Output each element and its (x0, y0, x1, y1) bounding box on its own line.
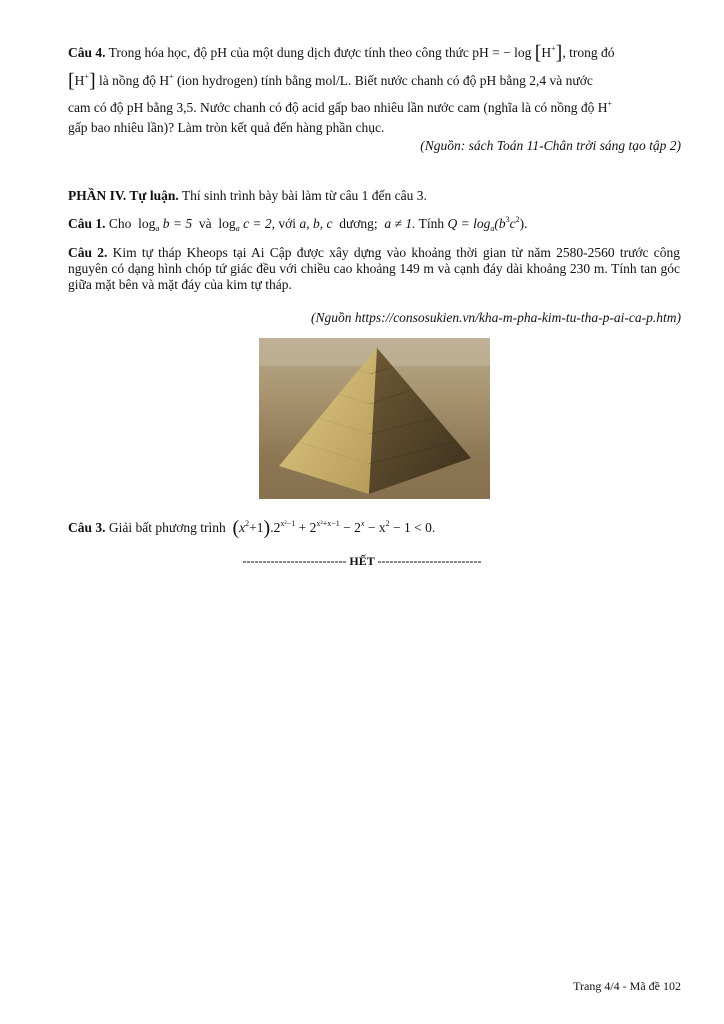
c1-line: Câu 1. Cho $\log_a b = 5$ và $\log_a c = 2$, với a, b, c dương; a ≠ 1. Tính $Q = \log_a(b^3c^2)$. (68, 215, 528, 233)
c3-line: Câu 3. Giải bất phương trình $(x^2+1).2^{x^2-1} + 2^{x^2+x-1} - 2^x - x^2 - 1 < 0$. (68, 517, 436, 539)
q4-line-1: Câu 4. Trong hóa học, độ pH của một dung dịch được tính theo công thức pH = − log [H+], trong đó (68, 42, 615, 64)
q4-text-1a: Trong hóa học, độ pH của một dung dịch được tính theo công thức pH = − log (108, 45, 532, 60)
q4-line-4: gấp bao nhiêu lần)? Làm tròn kết quả đến hàng phần chục. (68, 120, 385, 135)
q4-text-1b: , trong đó (562, 45, 615, 60)
q4-line-3: cam có độ pH bằng 3,5. Nước chanh có độ acid gấp bao nhiêu lần nước cam (nghĩa là có nồng độ H+ (68, 99, 613, 115)
pyramid-image (259, 338, 490, 499)
q4-line-2: [H+] là nồng độ H+ (ion hydrogen) tính bằng mol/L. Biết nước chanh có độ pH bằng 2,4 và nước (68, 70, 593, 92)
c2-paragraph: Câu 2. Kim tự tháp Kheops tại Ai Cập được xây dựng vào khoảng thời gian từ năm 2580-2560 trước công nguyên có dạng hình chóp tứ giác đều với chiều cao khoảng 149 m và cạnh đáy dài khoảng 230 m. Tính tan góc giữa mặt bên và mặt đáy của kim tự tháp. (68, 245, 681, 292)
page-footer: Trang 4/4 - Mã đề 102 (573, 979, 681, 993)
end-marker: -------------------------- HẾT -------------------------- (242, 554, 482, 568)
q4-source: (Nguồn: sách Toán 11-Chân trời sáng tạo tập 2) (420, 138, 681, 153)
c2-source: (Nguồn https://consosukien.vn/kha-m-pha-kim-tu-tha-p-ai-ca-p.htm) (310, 310, 681, 325)
q4-label: Câu 4. (68, 45, 106, 60)
part4-heading: PHẦN IV. Tự luận. Thí sinh trình bày bài làm từ câu 1 đến câu 3. (68, 188, 427, 203)
